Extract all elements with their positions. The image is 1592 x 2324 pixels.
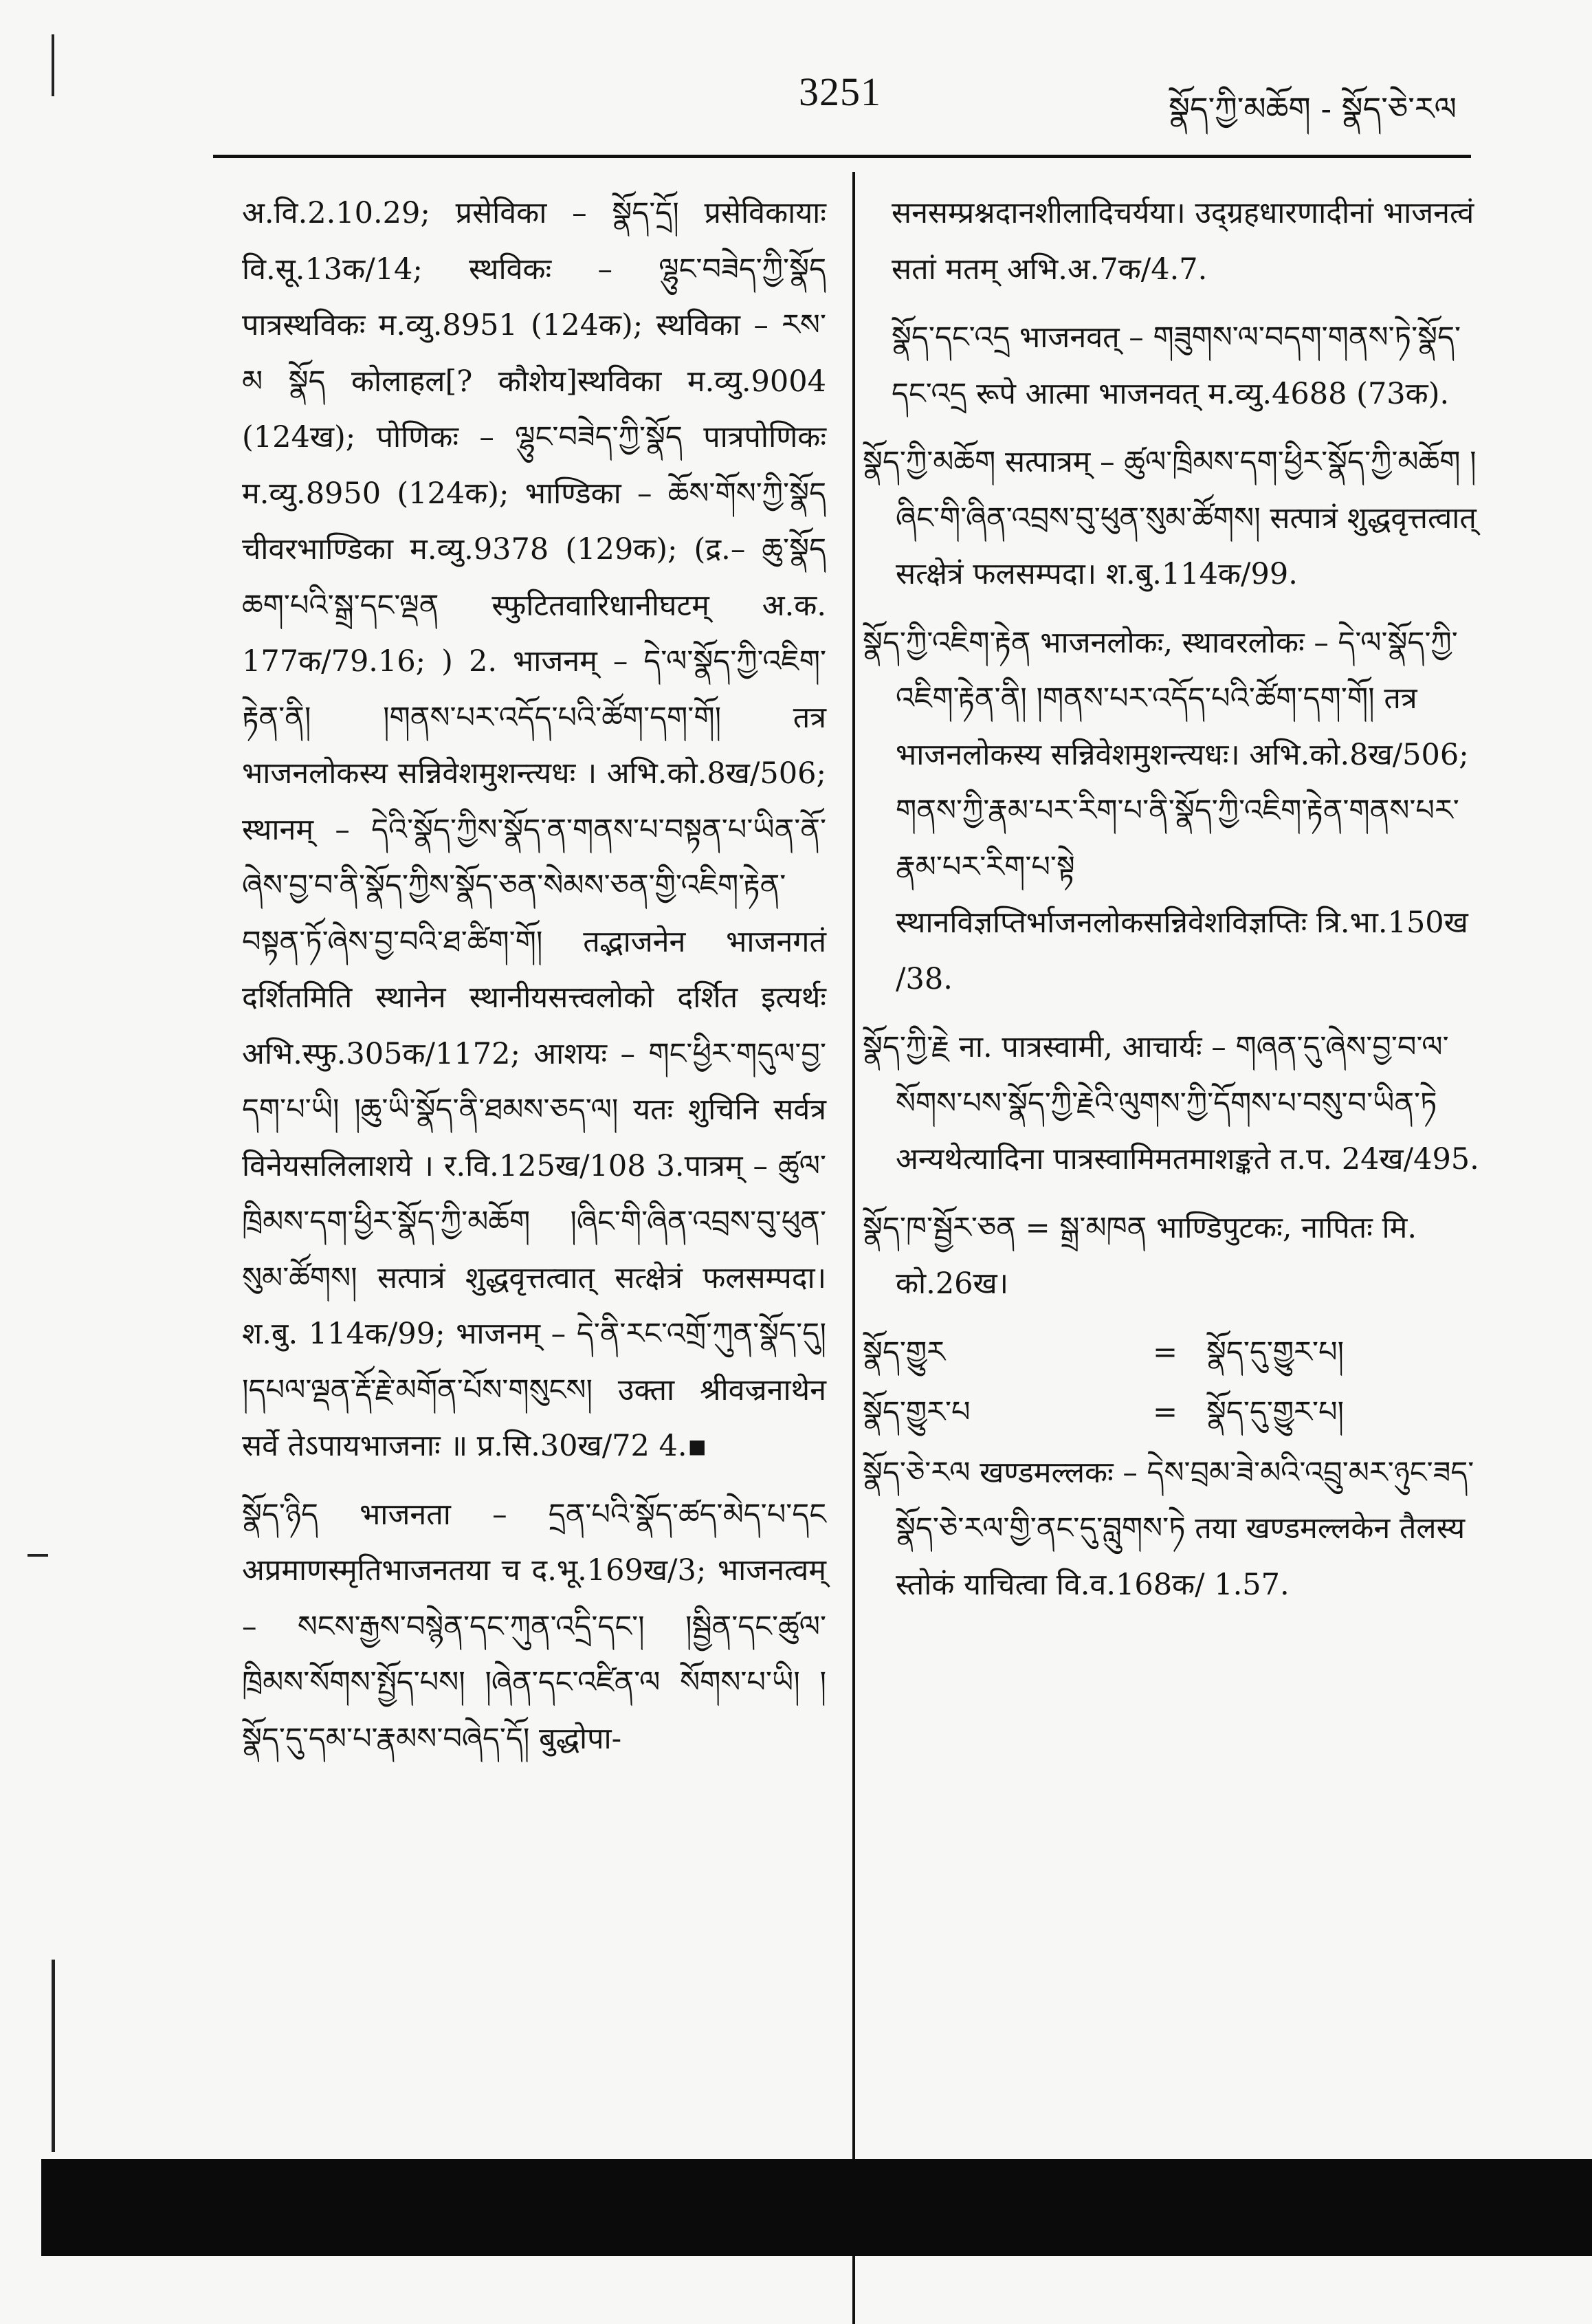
xref-row [863, 1325, 1481, 1381]
entry-bhajanaloka: སྣོད་ཀྱི་འཇིག་རྟེན भाजनलोकः, स्थावरलोकः – དེ་ལ་སྣོད་ཀྱི་འཇིག་རྟེན་ནི། །གནས་པར་འདོད་པའི་ཚོག་དག་གོ། तत्र भाजनलोकस्य सन्निवेशमुशन्त्यधः। अभि.को.8ख/506; གནས་ཀྱི་རྣམ་པར་རིག་པ་ནི་སྣོད་ཀྱི་འཇིག་རྟེན་གནས་པར་རྣམ་པར་རིག་པ་སྟེ स्थानविज्ञप्तिर्भाजनलोकसन्निवेशविज्ञप्तिः त्रि.भा.150ख /38. [863, 625, 1469, 996]
left-paragraph-2: སྣོད་ཉིད भाजनता – དྲན་པའི་སྣོད་ཚད་མེད་པ་དང अप्रमाणस्मृतिभाजनतया च द.भू.169ख/3; भाजनत्वम् – སངས་རྒྱས་བསྙེན་དང་ཀུན་འདྲི་དང་། །སྦྱིན་དང་ཚུལ་ཁྲིམས་སོགས་སྤྱོད་པས། །ཞེན་དང་འཛིན་ལ སོགས་པ་ཡི། །སྣོད་དུ་དམ་པ་རྣམས་བཞེད་དོ། बुद्धोपा- [242, 1497, 826, 1756]
entry-bhandiputaka: སྣོད་ཁ་སྦྱོར་ཅན = སྒྲ་མཁན भाण्डिपुटकः, नापितः मि. को.26ख। [863, 1210, 1417, 1301]
running-head: སྣོད་ཀྱི་མཆོག - སྣོད་ཅེ་རལ [1169, 90, 1457, 127]
scan-edge-mark [52, 34, 54, 96]
xref-target: སྣོད་དུ་གྱུར་པ། [1206, 1335, 1345, 1370]
xref-row [863, 1385, 1481, 1441]
xref-target: སྣོད་དུ་གྱུར་པ། [1206, 1395, 1345, 1429]
right-continuation: सनसम्प्रश्नदानशीलादिचर्यया। उद्ग्रहधारणादीनां भाजनत्वं सतां मतम् अभि.अ.7क/4.7. [892, 196, 1474, 287]
xref-equals: = [1152, 1395, 1178, 1429]
scan-edge-mark [52, 1960, 55, 2152]
left-paragraph-1: अ.वि.2.10.29; प्रसेविका – སྣོད་དྲོ། प्रसेविकायाः वि.सू.13क/14; स्थविकः – ལྷུང་བཟེད་ཀྱི་སྣོད पात्रस्थविकः म.व्यु.8951 (124क); स्थविका – རས་མ སྣོད कोलाहल[? कौशेय]स्थविका म.व्यु.9004 (124ख); पोणिकः – ལྷུང་བཟེད་ཀྱི་སྣོད पात्रपोणिकः म.व्यु.8950 (124क); भाण्डिका – ཆོས་གོས་ཀྱི་སྣོད चीवरभाण्डिका म.व्यु.9378 (129क); (द्र.– ཆུ་སྣོད ཆག་པའི་སྒྲ་དང་ལྡན स्फुटितवारिधानीघटम् अ.क. 177क/79.16; ) 2. भाजनम् – དེ་ལ་སྣོད་ཀྱི་འཇིག་རྟེན་ནི། །གནས་པར་འདོད་པའི་ཚོག་དག་གོ། तत्र भाजनलोकस्य सन्निवेशमुशन्त्यधः । अभि.को.8ख/506; स्थानम् – དེའི་སྣོད་ཀྱིས་སྣོད་ན་གནས་པ་བསྟན་པ་ཡིན་ནོ་ཞེས་བྱ་བ་ནི་སྣོད་ཀྱིས་སྣོད་ཅན་སེམས་ཅན་གྱི་འཇིག་རྟེན་བསྟན་ཏོ་ཞེས་བྱ་བའི་ཐ་ཚིག་གོ། तद्भाजनेन भाजनगतं दर्शितमिति स्थानेन स्थानीयसत्त्वलोको दर्शित इत्यर्थः अभि.स्फु.305क/1172; आशयः – གང་ཕྱིར་གདུལ་བྱ་དག་པ་ཡི། །ཆུ་ཡི་སྣོད་ནི་ཐམས་ཅད་ལ། यतः शुचिनि सर्वत्र विनेयसलिलाशये । र.वि.125ख/108 3.पात्रम् – ཚུལ་ཁྲིམས་དག་ཕྱིར་སྣོད་ཀྱི་མཆོག །ཞིང་གི་ཞིན་འབྲས་བུ་ཕུན་སུམ་ཚོགས། सत्पात्रं शुद्धवृत्तत्वात् सत्क्षेत्रं फलसम्पदा। श.बु. 114क/99; भाजनम् – དེ་ནི་རང་འགྲོ་ཀུན་སྣོད་དུ། །དཔལ་ལྡན་རྡོ་རྗེ་མགོན་པོས་གསུངས། उक्ता श्रीवज्रनाथेन सर्वे तेऽपायभाजनाः ॥ प्र.सि.30ख/72 4.▪ [242, 196, 826, 1463]
right-column [863, 186, 1481, 1625]
scan-edge-mark [27, 1554, 48, 1557]
xref-equals: = [1152, 1335, 1178, 1370]
entry-khandamallaka: སྣོད་ཅེ་རལ खण्डमल्लकः – དེས་བྲམ་ཟེ་མའི་འབྲུ་མར་ཉུང་ཟད་སྣོད་ཅེ་རལ་གྱི་ནང་དུ་བླུགས་ཏེ तया खण्डमल्लकेन तैलस्य स्तोकं याचित्वा वि.व.168क/ 1.57. [863, 1455, 1474, 1602]
header-rule [213, 155, 1471, 158]
entry-bhajanavat: སྣོད་དང་འདྲ भाजनवत् – གཟུགས་ལ་བདག་གནས་ཏེ་སྣོད་དང་འདྲ रूपे आत्मा भाजनवत् म.व्यु.4688 (73क). [892, 320, 1461, 411]
left-column [242, 186, 826, 1779]
page-number: 3251 [799, 69, 881, 114]
xref-term: སྣོད་གྱུར [863, 1335, 946, 1370]
column-divider [852, 172, 855, 2324]
xref-term: སྣོད་གྱུར་པ [863, 1395, 971, 1429]
entry-patrasvami: སྣོད་ཀྱི་རྗེ ना. पात्रस्वामी, आचार्यः – གཞན་དུ་ཞེས་བྱ་བ་ལ་སོགས་པས་སྣོད་ཀྱི་རྗེའི་ལུགས་ཀྱི་དོགས་པ་བསུ་བ་ཡིན་ཏེ अन्यथेत्यादिना पात्रस्वामिमतमाशङ्कते त.प. 24ख/495. [863, 1030, 1479, 1176]
entry-satpatram: སྣོད་ཀྱི་མཆོག सत्पात्रम् – ཚུལ་ཁྲིམས་དག་ཕྱིར་སྣོད་ཀྱི་མཆོག །ཞིང་གི་ཞིན་འབྲས་བུ་ཕུན་སུམ་ཚོགས། सत्पात्रं शुद्धवृत्तत्वात् सत्क्षेत्रं फलसम्पदा। श.बु.114क/99. [863, 445, 1477, 591]
scan-bottom-band [41, 2159, 1592, 2256]
